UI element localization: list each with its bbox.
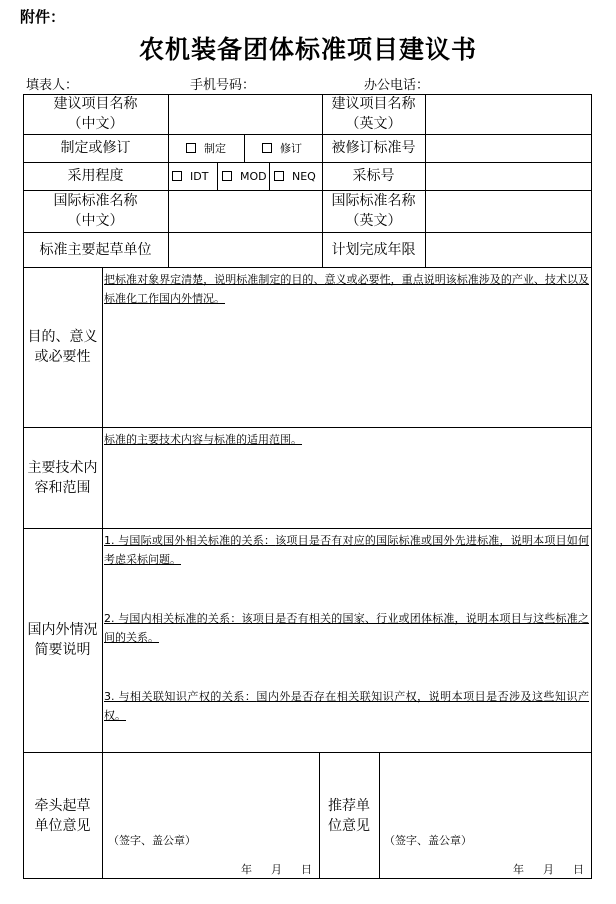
status-item-domestic: [104, 609, 589, 647]
label-line: 建议项目名称: [331, 96, 416, 112]
purpose-label: [23, 267, 102, 427]
revise-checkbox[interactable]: [262, 134, 302, 162]
proposal-name-en-label: [322, 94, 425, 134]
label-line: 建议项目名称: [53, 96, 138, 112]
idt-option-label: IDT: [190, 169, 209, 183]
revised-std-no-label: 被修订标准号: [331, 140, 416, 156]
make-option-label: 制定: [204, 142, 226, 155]
label-line: （中文）: [67, 213, 124, 229]
adoption-degree-label: 采用程度: [67, 168, 124, 184]
status-item-international: [104, 531, 589, 569]
label-line: 推荐单: [328, 797, 370, 814]
label-line: 国际标准名称: [53, 193, 138, 209]
content-note: 标准的主要技术内容与标准的适用范围。: [104, 433, 302, 446]
label-line: （英文）: [345, 116, 402, 132]
label-line: 位意见: [328, 817, 370, 834]
lead-date: [241, 861, 312, 877]
purpose-note: 把标准对象界定清楚，说明标准制定的目的、意义或必要性，重点说明该标准涉及的产业、技术以及标准化工作国内外情况。: [104, 273, 589, 305]
content-scope-label: [23, 427, 102, 528]
neq-option-label: NEQ: [292, 169, 316, 183]
proposal-name-cn-label: [23, 94, 168, 134]
date-year-label: 年: [241, 863, 252, 876]
label-line: 容和范围: [34, 479, 91, 496]
intl-std-name-en-label: [322, 190, 425, 232]
mod-option-label: MOD: [240, 169, 267, 183]
status-item-body: 该项目是否有对应的国际标准或国外先进标准，说明本项目如何考虑采标问题。: [104, 534, 590, 566]
lead-sign-seal: （签字、盖公章）: [108, 834, 196, 847]
neq-checkbox[interactable]: [274, 162, 316, 190]
label-line: （英文）: [345, 213, 402, 229]
label-line: 简要说明: [34, 642, 91, 658]
label-line: 或必要性: [34, 349, 91, 365]
column-divider: [244, 134, 245, 162]
checkbox-icon: [262, 143, 272, 153]
plan-finish-year-label: 计划完成年限: [331, 241, 416, 258]
date-month-label: 月: [271, 863, 282, 876]
status-item-head: 3. 与相关联知识产权的关系：: [104, 690, 257, 703]
checkbox-icon: [172, 171, 182, 181]
intl-std-name-cn-label: [23, 190, 168, 232]
make-or-revise-label: 制定或修订: [60, 140, 131, 156]
column-divider: [379, 752, 380, 879]
status-item-body: 该项目是否有相关的国家、行业或团体标准，说明本项目与这些标准之间的关系。: [104, 612, 589, 644]
row-divider: [23, 427, 592, 428]
checkbox-icon: [222, 171, 232, 181]
label-line: 国内外情况: [27, 622, 98, 638]
date-year-label: 年: [513, 863, 524, 876]
label-line: 牵头起草: [34, 797, 91, 814]
adopted-std-no-label: 采标号: [352, 168, 395, 184]
lead-unit-opinion-label: [23, 752, 102, 879]
mobile-field-label: 手机号码：: [190, 78, 256, 93]
attachment-label: 附件：: [20, 8, 66, 26]
row-divider: [23, 528, 592, 529]
checkbox-icon: [186, 143, 196, 153]
make-checkbox[interactable]: [186, 134, 226, 162]
date-day-label: 日: [573, 863, 584, 876]
filler-field-label: 填表人：: [26, 78, 79, 93]
column-divider: [102, 267, 103, 879]
date-day-label: 日: [301, 863, 312, 876]
label-line: 国际标准名称: [331, 193, 416, 209]
date-month-label: 月: [543, 863, 554, 876]
column-divider: [217, 162, 218, 190]
status-item-head: 2. 与国内相关标准的关系：: [104, 612, 242, 625]
office-phone-field-label: 办公电话：: [364, 78, 430, 93]
column-divider: [269, 162, 270, 190]
recommend-date: [513, 861, 584, 877]
main-drafter-label: 标准主要起草单位: [39, 241, 152, 258]
idt-checkbox[interactable]: [172, 162, 208, 190]
label-line: 主要技术内: [27, 459, 98, 476]
row-divider: [23, 752, 592, 753]
row-divider: [23, 267, 592, 268]
status-label: [23, 528, 102, 752]
status-item-body: 国内外是否存在相关联知识产权，说明本项目是否涉及这些知识产权。: [104, 690, 590, 722]
label-line: 单位意见: [34, 817, 91, 834]
label-line: （中文）: [67, 116, 124, 132]
mod-checkbox[interactable]: [222, 162, 267, 190]
recommend-sign-seal: （签字、盖公章）: [384, 834, 472, 847]
status-item-head: 1. 与国际或国外相关标准的关系：: [104, 534, 276, 547]
status-item-ip: [104, 687, 589, 725]
column-divider: [168, 94, 169, 267]
column-divider: [425, 94, 426, 267]
recommend-unit-opinion-label: [319, 752, 379, 879]
revise-option-label: 修订: [280, 142, 302, 155]
label-line: 目的、意义: [27, 329, 98, 345]
checkbox-icon: [274, 171, 284, 181]
document-title: 农机装备团体标准项目建议书: [138, 35, 477, 64]
